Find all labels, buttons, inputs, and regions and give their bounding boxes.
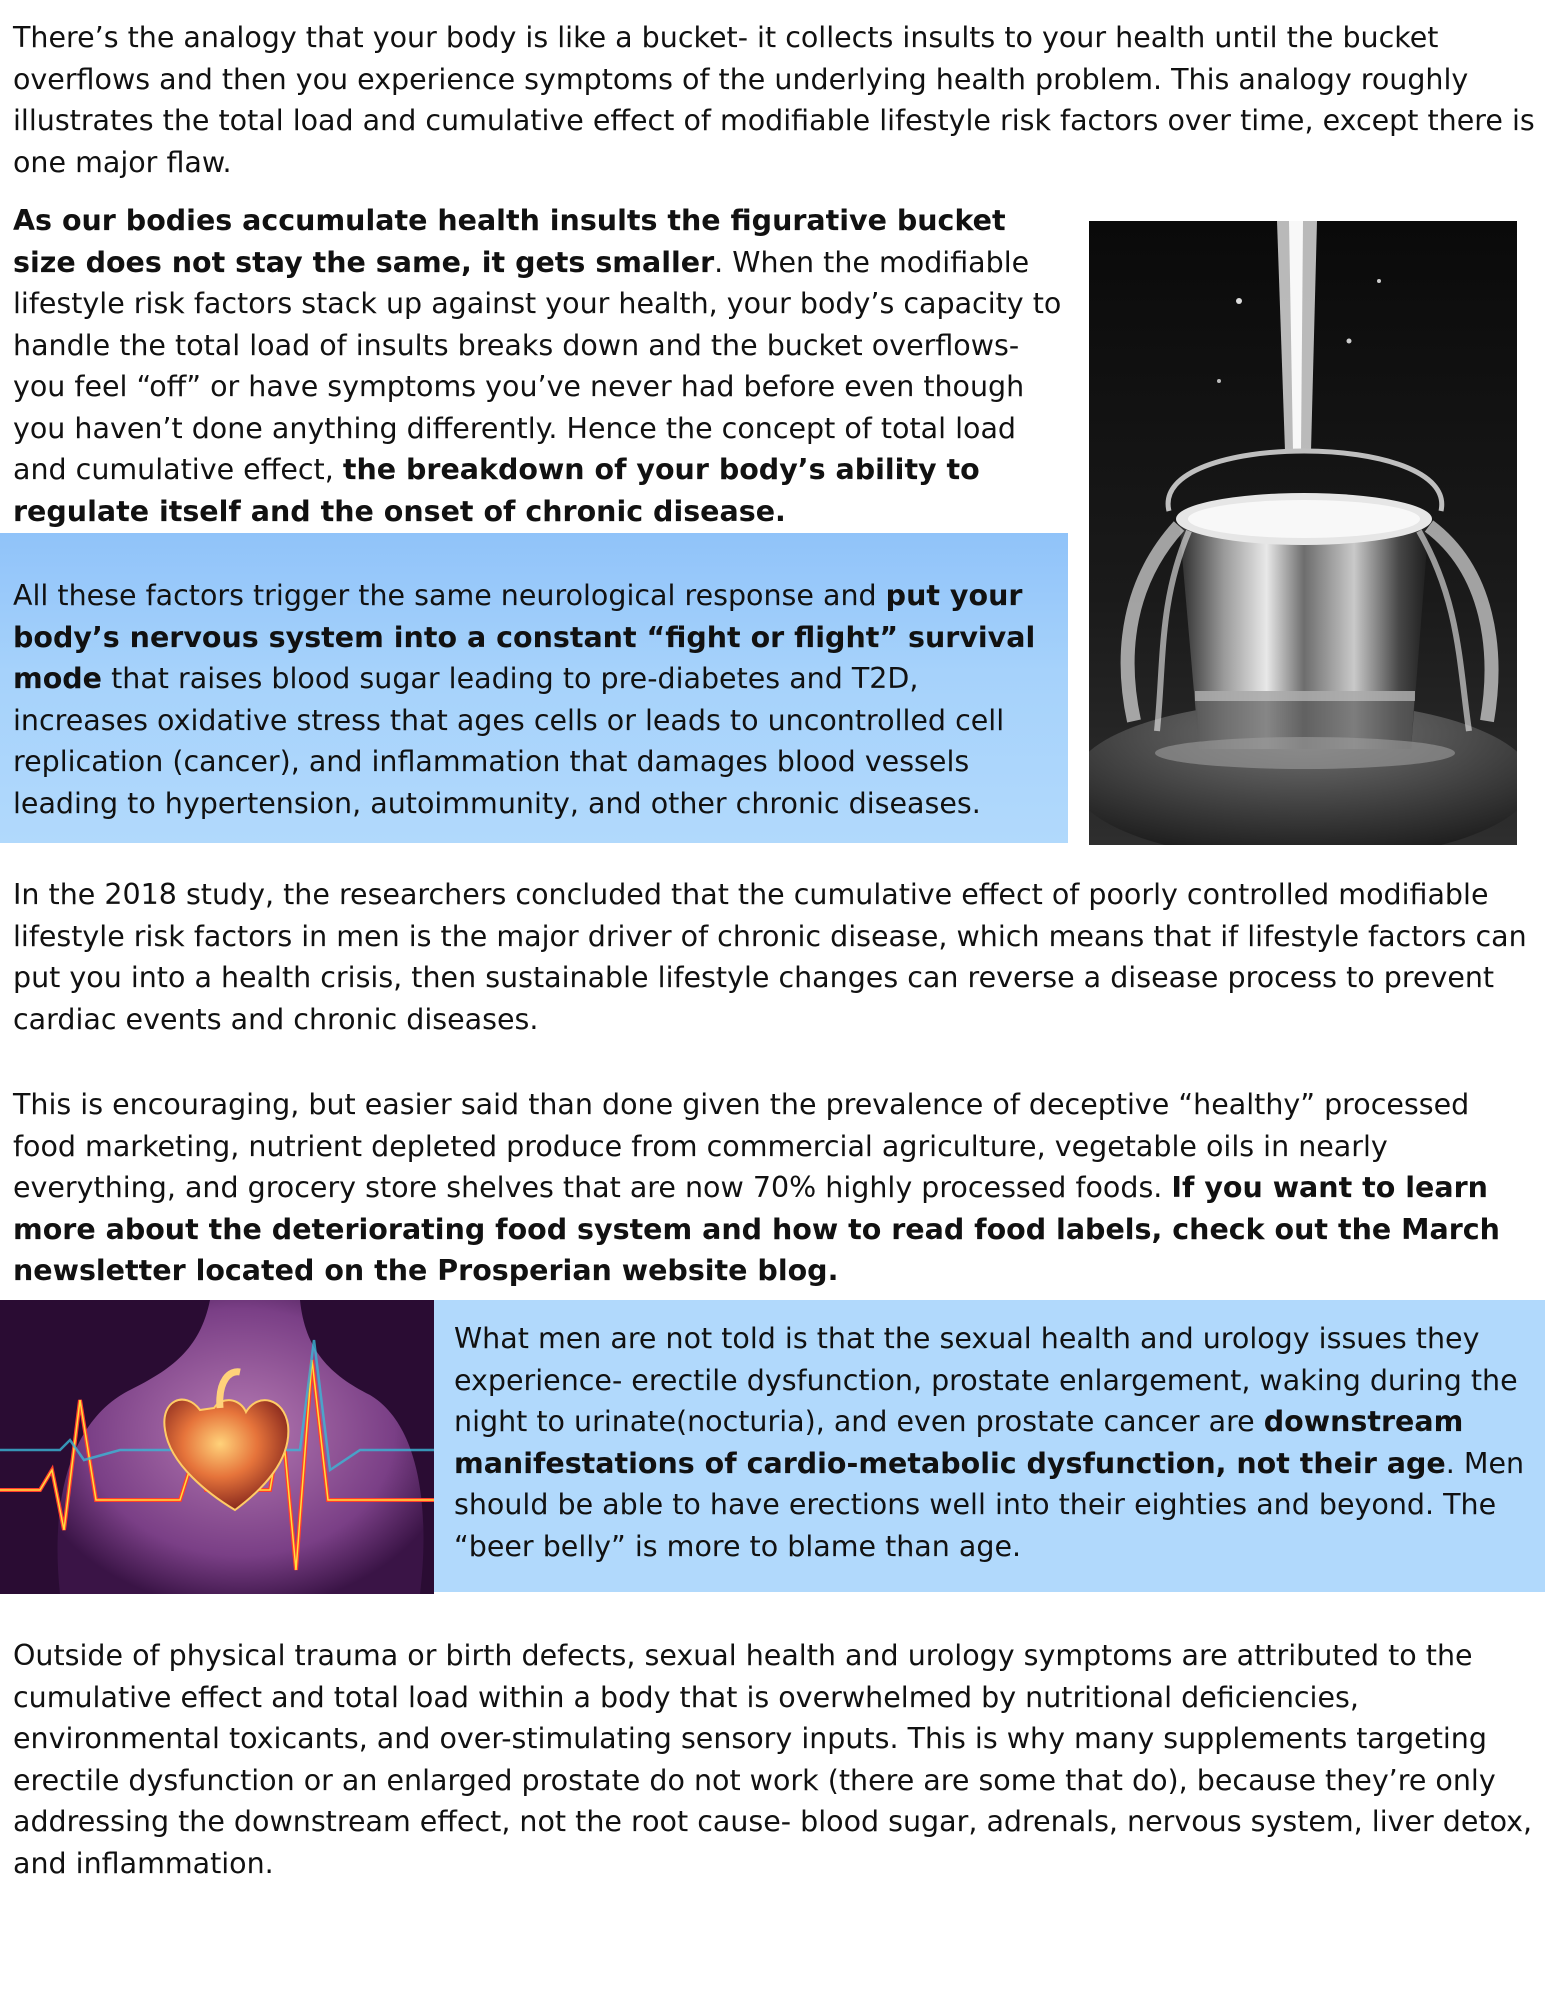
overflowing-bucket-image — [1089, 221, 1517, 845]
body-text: All these factors trigger the same neurological response and — [13, 579, 886, 612]
bucket-flaw-paragraph — [13, 200, 1078, 532]
body-text: that raises blood sugar leading to pre-diabetes and T2D, increases oxidative stress that ages cells or leads to uncontrolled cell replication (cancer), and inflammation that damages blood vessels leading to hypertension, autoimmunity, and other chronic diseases. — [13, 662, 1005, 820]
root-cause-paragraph: Outside of physical trauma or birth defects, sexual health and urology symptoms are attributed to the cumulative effect and total load within a body that is overwhelmed by nutritional deficiencies, environmental toxicants, and over-stimulating sensory inputs. This is why many supplements targeting erectile dysfunction or an enlarged prostate do not work (there are some that do), because they’re only addressing the downstream effect, not the root cause- blood sugar, adrenals, nervous system, liver detox, and inflammation. — [13, 1639, 1533, 1880]
bold-text: If you want to learn more about the deteriorating food system and how to read food labels, check out the March newsletter located on the Prosperian website blog. — [13, 1171, 1500, 1287]
sexual-health-paragraph — [454, 1318, 1539, 1567]
body-text: This is encouraging, but easier said than done given the prevalence of deceptive “healthy” processed food marketing, nutrient depleted produce from commercial agriculture, vegetable oils in nearly everything, and grocery store shelves that are now 70% highly processed foods. — [13, 1088, 1470, 1204]
food-system-paragraph — [13, 1084, 1541, 1292]
body-text: . Men should be able to have erections well into their eighties and beyond. The “beer belly” is more to blame than age. — [454, 1446, 1525, 1563]
nervous-system-paragraph — [13, 575, 1053, 824]
intro-paragraph: There’s the analogy that your body is like a bucket- it collects insults to your health until the bucket overflows and then you experience symptoms of the underlying health problem. This analogy roughly illustrates the total load and cumulative effect of modifiable lifestyle risk factors over time, except there is one major flaw. — [13, 21, 1535, 179]
body-text: What men are not told is that the sexual health and urology issues they experience- erectile dysfunction, prostate enlargement, waking during the night to urinate(nocturia), and even prostate cancer are — [454, 1322, 1518, 1438]
bold-text: put your body’s nervous system into a constant “fight or flight” survival mode — [13, 579, 1036, 695]
body-text: . When the modifiable lifestyle risk factors stack up against your health, your body’s capacity to handle the total load of insults breaks down and the bucket overflows- you feel “off” or have symptoms you’ve never had before even though you haven’t done anything differently. Hence the concept of total load and cumulative effect, — [13, 245, 1062, 486]
bold-text: the breakdown of your body’s ability to regulate itself and the onset of chronic disease. — [13, 453, 980, 528]
study-paragraph: In the 2018 study, the researchers concluded that the cumulative effect of poorly controlled modifiable lifestyle risk factors in men is the major driver of chronic disease, which means that if lifestyle factors can put you into a health crisis, then sustainable lifestyle changes can reverse a disease process to prevent cardiac events and chronic diseases. — [13, 878, 1527, 1036]
bold-text: As our bodies accumulate health insults the figurative bucket size does not stay the same, it gets smaller — [13, 204, 1006, 279]
heart-ecg-image — [0, 1300, 434, 1594]
bold-text: downstream manifestations of cardio-metabolic dysfunction, not their age — [454, 1405, 1464, 1480]
